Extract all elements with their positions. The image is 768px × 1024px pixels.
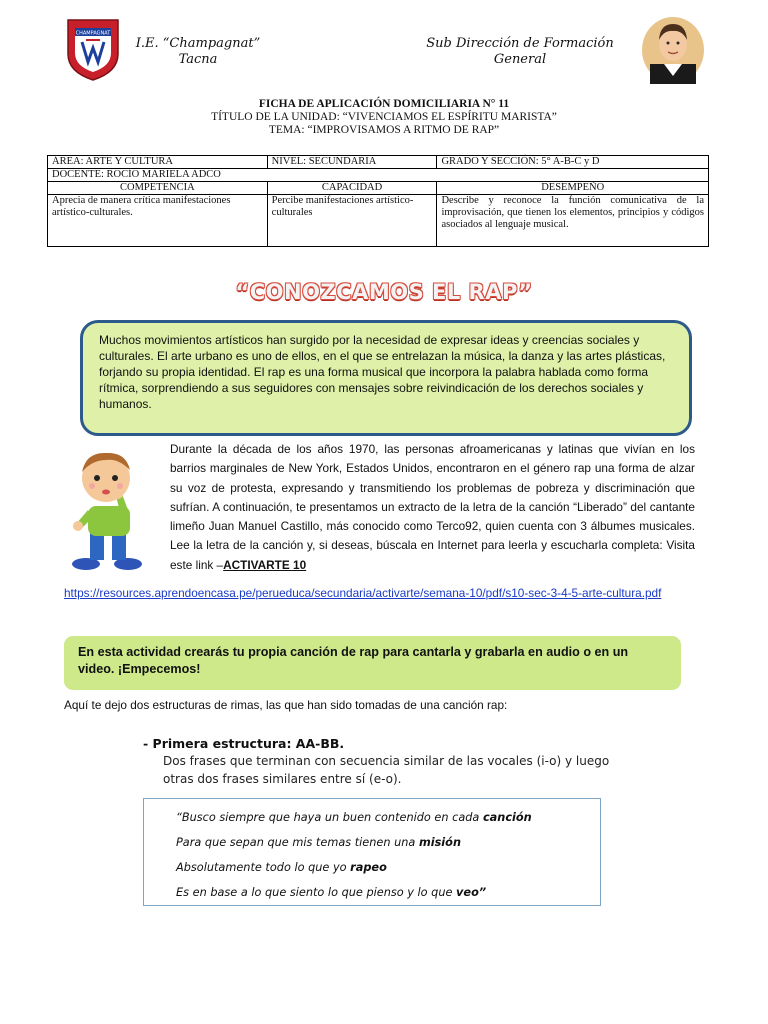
intro-callout: Muchos movimientos artísticos han surgido por la necesidad de expresar ideas y creencias sociales y culturales. El arte urbano es uno de ellos, en el que se entrelazan la música, la danza y las artes plásticas, forjando su propia identidad. El rap es una forma musical que incorpora la palabra hablada como forma rítmica, sorprendiendo a sus seguidores con mensajes sobre reivindicación de los derechos sociales y humanos.	[80, 320, 692, 436]
history-text: Durante la década de los años 1970, las personas afroamericanas y latinas que vivían en los barrios marginales de New York, Estados Unidos, encontraron en el género rap una forma de alzar su voz de protesta, expresando y transmitiendo los problemas de pobreza y discriminación que sufrían. A continuación, te presentamos un extracto de la letra de la canción “Liberado” del cantante limeño Juan Manuel Castillo, más conocido como Terco92, quien cuenta con 3 álbumes musicales. Lee la letra de la canción y, si deseas, búscala en Internet para leerla y escucharla completa: Visita este link –	[170, 442, 695, 572]
competencia-cell: Aprecia de manera crítica manifestaciones artístico-culturales.	[48, 195, 268, 247]
lyric-rhyme-word: misión	[418, 836, 461, 849]
rhymes-intro: Aquí te dejo dos estructuras de rimas, las que han sido tomadas de una canción rap:	[64, 698, 508, 712]
department-line1: Sub Dirección de Formación	[426, 36, 614, 51]
school-name	[128, 36, 268, 68]
lyric-text: Es en base a lo que siento lo que pienso y lo que	[176, 886, 457, 899]
nivel-cell: NIVEL: SECUNDARIA	[267, 156, 437, 169]
lyric-text: “Busco siempre que haya un buen contenido en cada	[176, 811, 483, 824]
lyric-line	[176, 880, 600, 905]
desempeno-header: DESEMPEÑO	[437, 182, 709, 195]
lyric-text: Para que sepan que mis temas tienen una	[176, 836, 419, 849]
docente-cell: DOCENTE: ROCÍO MARIELA ADCO	[48, 169, 709, 182]
unit-title: TÍTULO DE LA UNIDAD: “VIVENCIAMOS EL ESPÍRITU MARISTA”	[211, 111, 557, 123]
thinking-boy-illustration	[66, 448, 152, 572]
table-row	[48, 195, 709, 247]
table-row	[48, 156, 709, 169]
activity-callout: En esta actividad crearás tu propia canción de rap para cantarla y grabarla en audio o en un video. ¡Empecemos!	[64, 636, 681, 690]
lyric-line	[176, 805, 600, 830]
capacidad-cell: Percibe manifestaciones artístico-culturales	[267, 195, 437, 247]
school-crest-logo	[64, 16, 122, 82]
lyric-rhyme-word: veo”	[456, 886, 487, 899]
title-block	[0, 98, 768, 137]
competencia-header: COMPETENCIA	[48, 182, 268, 195]
school-name-line1: I.E. “Champagnat”	[135, 36, 261, 51]
lyric-rhyme-word: canción	[482, 811, 532, 824]
lyrics-box	[143, 798, 601, 906]
section-heading: “CONOZCAMOS EL RAP”	[235, 280, 533, 304]
resource-link[interactable]: https://resources.aprendoencasa.pe/perueduca/secundaria/activarte/semana-10/pdf/s10-sec-3-4-5-arte-cultura.pdf	[64, 586, 662, 600]
history-paragraph	[170, 440, 695, 575]
founder-portrait	[640, 12, 706, 84]
lyric-text: Absolutamente todo lo que yo	[176, 861, 351, 874]
area-cell: ÁREA: ARTE Y CULTURA	[48, 156, 268, 169]
desempeno-cell: Describe y reconoce la función comunicativa de la improvisación, que tienen los elementos, principios y códigos asociados al lenguaje musical.	[437, 195, 709, 247]
lyric-line	[176, 830, 600, 855]
department-name	[410, 36, 630, 68]
capacidad-header: CAPACIDAD	[267, 182, 437, 195]
lyric-line	[176, 855, 600, 880]
structure-description: Dos frases que terminan con secuencia similar de las vocales (i-o) y luego otras dos frases similares entre sí (e-o).	[163, 754, 610, 786]
ficha-title: FICHA DE APLICACIÓN DOMICILIARIA N° 11	[258, 98, 510, 110]
info-table	[47, 155, 709, 247]
structure-title: - Primera estructura: AA-BB.	[143, 736, 345, 751]
topic-title: TEMA: “IMPROVISAMOS A RITMO DE RAP”	[268, 124, 500, 136]
lyric-rhyme-word: rapeo	[350, 861, 387, 874]
school-name-line2: Tacna	[178, 52, 218, 67]
department-line2: General	[493, 52, 547, 67]
table-row	[48, 169, 709, 182]
table-header-row	[48, 182, 709, 195]
activarte-link[interactable]: ACTIVARTE 10	[223, 557, 307, 572]
crest-banner-text: CHAMPAGNAT	[75, 30, 111, 37]
grado-cell: GRADO Y SECCIÓN: 5° A-B-C y D	[437, 156, 709, 169]
